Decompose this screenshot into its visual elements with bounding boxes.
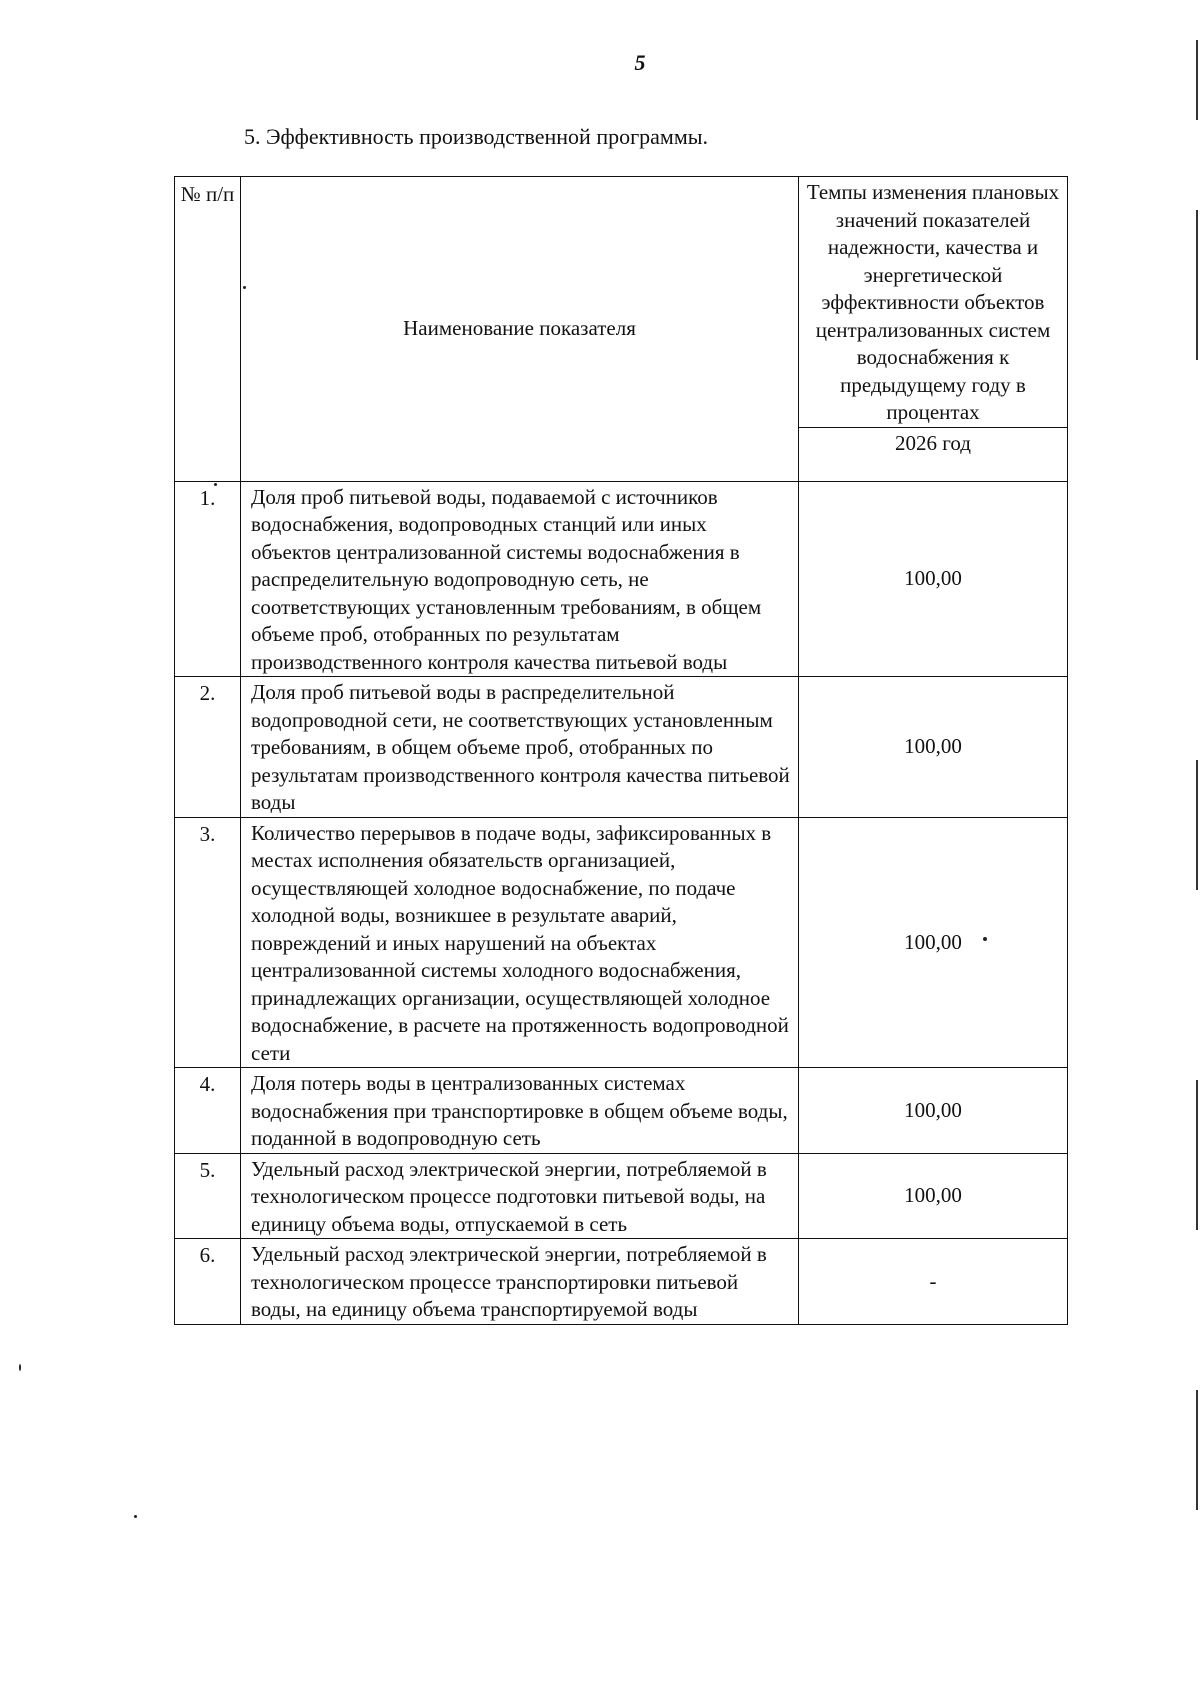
scan-edge-mark xyxy=(1196,210,1198,360)
scan-edge-mark xyxy=(1196,1390,1198,1510)
scan-speck xyxy=(243,286,246,289)
table-row xyxy=(175,1068,1068,1154)
row-value: 100,00 xyxy=(799,677,1068,818)
table-row xyxy=(175,1153,1068,1239)
scan-speck xyxy=(214,483,217,486)
header-name: Наименование показателя xyxy=(241,177,799,482)
header-value: Темпы изменения плановых значений показателей надежности, качества и энергетической эффективности объектов централизованных систем водоснабжения к предыдущему году в процентах xyxy=(799,177,1068,428)
row-value: 100,00 xyxy=(799,481,1068,677)
row-name: Удельный расход электрической энергии, потребляемой в технологическом процессе транспортировки питьевой воды, на единицу объема транспортируемой воды xyxy=(241,1239,799,1325)
header-year: 2026 год xyxy=(799,427,1068,481)
row-value: 100,00 xyxy=(799,817,1068,1068)
scan-edge-mark xyxy=(1196,1080,1198,1230)
table-row xyxy=(175,1239,1068,1325)
table-row xyxy=(175,817,1068,1068)
row-name: Удельный расход электрической энергии, потребляемой в технологическом процессе подготовки питьевой воды, на единицу объема воды, отпускаемой в сеть xyxy=(241,1153,799,1239)
section-title: 5. Эффективность производственной программы. xyxy=(244,124,709,149)
row-number: 2. xyxy=(175,677,241,818)
row-value: 100,00 xyxy=(799,1153,1068,1239)
table-row xyxy=(175,677,1068,818)
row-name: Количество перерывов в подаче воды, зафиксированных в местах исполнения обязательств организацией, осуществляющей холодное водоснабжение, по подаче холодной воды, возникшее в результате аварий, повреждений и иных нарушений на объектах централизованной системы холодного водоснабжения, принадлежащих организации, осуществляющей холодное водоснабжение, в расчете на протяженность водопроводной сети xyxy=(241,817,799,1068)
table-row xyxy=(175,481,1068,677)
row-value: 100,00 xyxy=(799,1068,1068,1154)
scan-edge-mark xyxy=(1196,760,1198,890)
scan-speck xyxy=(134,1515,137,1518)
table-header-row xyxy=(175,177,1068,428)
row-number: 3. xyxy=(175,817,241,1068)
row-number: 4. xyxy=(175,1068,241,1154)
scan-speck xyxy=(983,937,987,941)
indicators-table xyxy=(174,176,1068,1325)
row-number: 6. xyxy=(175,1239,241,1325)
scan-edge-mark xyxy=(1196,40,1198,120)
row-name: Доля потерь воды в централизованных системах водоснабжения при транспортировке в общем объеме воды, поданной в водопроводную сеть xyxy=(241,1068,799,1154)
row-name: Доля проб питьевой воды в распределительной водопроводной сети, не соответствующих установленным требованиям, в общем объеме проб, отобранных по результатам производственного контроля качества питьевой воды xyxy=(241,677,799,818)
row-number: 5. xyxy=(175,1153,241,1239)
page-number: 5 xyxy=(634,50,646,75)
header-number: № п/п xyxy=(175,177,241,482)
scan-speck xyxy=(19,1364,21,1371)
row-number: 1. xyxy=(175,481,241,677)
row-value-dash: - xyxy=(799,1239,1068,1325)
row-name: Доля проб питьевой воды, подаваемой с источников водоснабжения, водопроводных станций или иных объектов централизованной системы водоснабжения в распределительную водопроводную сеть, не соответствующих установленным требованиям, в общем объеме проб, отобранных по результатам производственного контроля качества питьевой воды xyxy=(241,481,799,677)
